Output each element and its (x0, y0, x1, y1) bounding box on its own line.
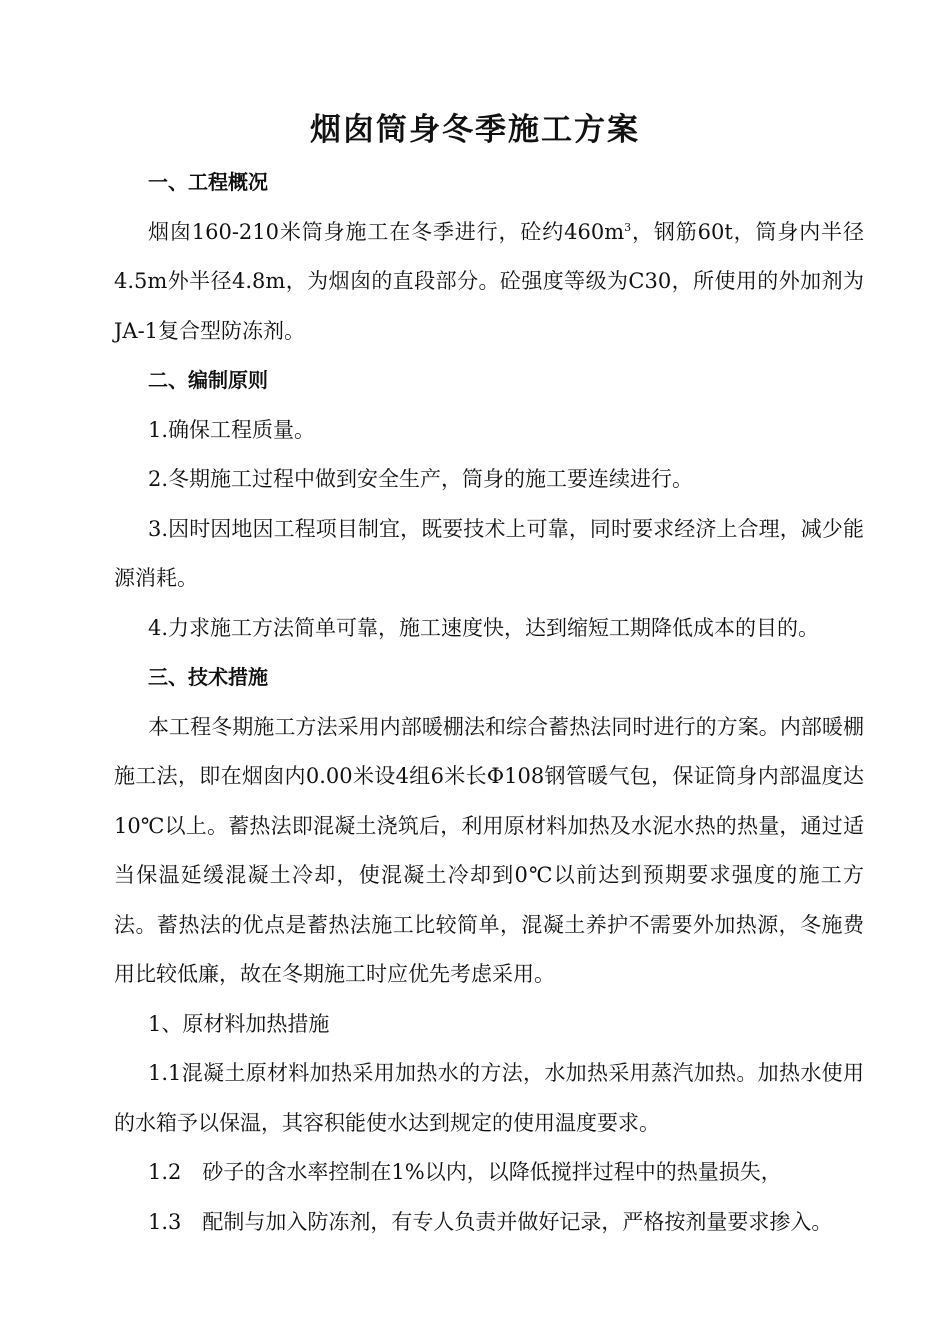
document-title: 烟囱筒身冬季施工方案 (310, 112, 640, 148)
section-heading-measures: 三、技术措施 (148, 665, 268, 689)
measures-paragraph: 本工程冬期施工方法采用内部暖棚法和综合蓄热法同时进行的方案。内部暖棚施工法，即在烟囱内0.00米设4组6米长Φ108钢管暖气包，保证筒身内部温度达10℃以上。蓄热法即混凝土浇筑后，利用原材料加热及水泥水热的热量，通过适当保温延缓混凝土冷却，使混凝土冷却到0℃以前达到预期要求强度的施工方法。蓄热法的优点是蓄热法施工比较简单，混凝土养护不需要外加热源，冬施费用比较低廉，故在冬期施工时应优先考虑采用。 (114, 714, 864, 986)
overview-paragraph (114, 208, 864, 357)
section-heading-principles: 二、编制原则 (148, 368, 268, 392)
principle-item: 3.因时因地因工程项目制宜，既要技术上可靠，同时要求经济上合理，减少能源消耗。 (114, 516, 864, 590)
overview-text-b: ，钢筋60t，筒身内半径4.5m外半径4.8m，为烟囱的直段部分。砼强度等级为C30，所使用的外加剂为JA-1复合型防冻剂。 (114, 219, 864, 343)
overview-text-a: 烟囱160-210米筒身施工在冬季进行，砼约460m (148, 219, 625, 244)
measure-item: 1.1混凝土原材料加热采用加热水的方法，水加热采用蒸汽加热。加热水使用的水箱予以保温，其容积能使水达到规定的使用温度要求。 (114, 1061, 864, 1135)
section-heading-overview: 一、工程概况 (148, 170, 268, 194)
measure-item: 1.2 砂子的含水率控制在1%以内，以降低搅拌过程中的热量损失， (148, 1160, 782, 1184)
principle-item: 4.力求施工方法简单可靠，施工速度快，达到缩短工期降低成本的目的。 (148, 615, 820, 640)
sub-heading-material-heating: 1、原材料加热措施 (148, 1011, 330, 1036)
principle-item: 2.冬期施工过程中做到安全生产，筒身的施工要连续进行。 (148, 467, 694, 491)
superscript-3: 3 (624, 220, 632, 234)
measure-item: 1.3 配制与加入防冻剂，有专人负责并做好记录，严格按剂量要求掺入。 (148, 1209, 833, 1234)
principle-item: 1.确保工程质量。 (148, 417, 316, 442)
document-body (114, 158, 864, 1247)
